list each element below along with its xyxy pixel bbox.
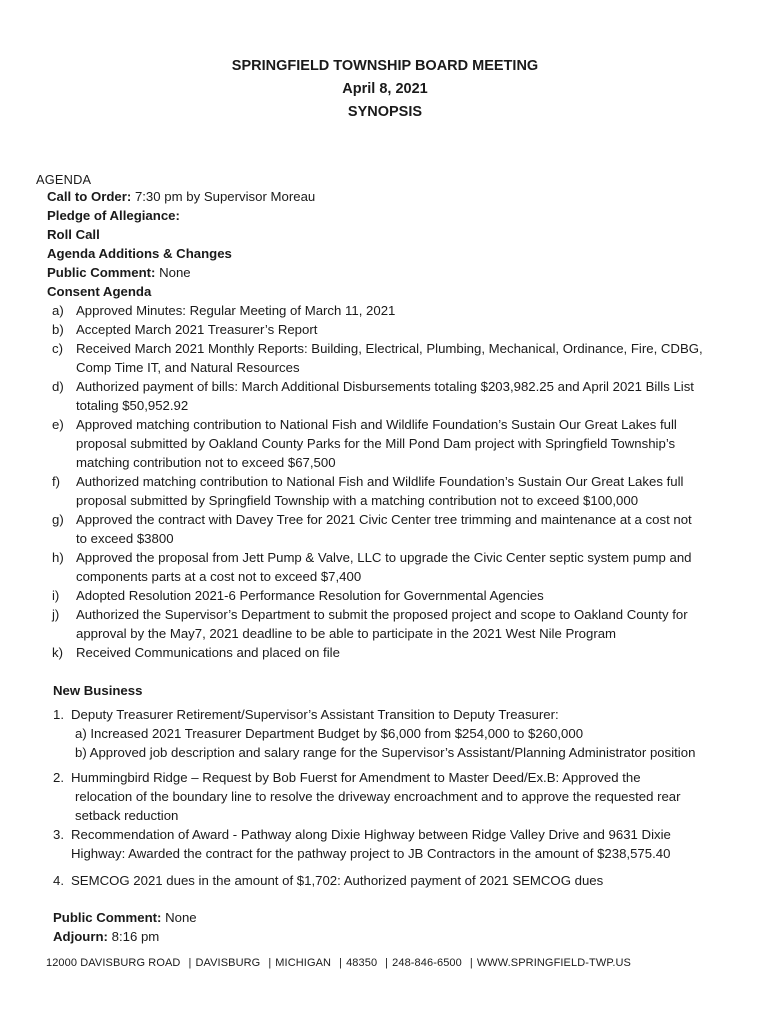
closing-public-comment-label: Public Comment: [53,910,162,925]
public-comment-label: Public Comment: [47,265,156,280]
item-text: Approved the proposal from Jett Pump & Valve, LLC to upgrade the Civic Center septic system pump and [76,550,692,565]
item-letter: h) [52,550,64,565]
new-business-item-3-cont: Highway: Awarded the contract for the pathway project to JB Contractors in the amount of $238,575.40 [71,846,671,861]
new-business-item-2-cont: relocation of the boundary line to resolve the driveway encroachment and to approve the requested rear [75,789,681,804]
item-number: 3. [53,827,64,842]
consent-item-j-cont: approval by the May7, 2021 deadline to be able to participate in the 2021 West Nile Program [76,626,617,641]
consent-item-h-cont: components parts at a cost not to exceed $7,400 [76,569,362,584]
consent-item-k [52,645,340,660]
consent-agenda-heading: Consent Agenda [47,284,152,299]
footer-city: DAVISBURG [195,957,261,969]
new-business-item-3 [53,827,671,842]
consent-item-d [52,379,694,394]
item-letter: a) [52,303,64,318]
consent-item-e-cont2: matching contribution not to exceed $67,500 [76,455,336,470]
consent-item-j [52,607,688,622]
item-number: 2. [53,770,64,785]
item-text: Authorized matching contribution to National Fish and Wildlife Foundation’s Sustain Our Great Lakes full [76,474,684,489]
footer-separator: | [469,957,473,969]
new-business-item-2-cont2: setback reduction [75,808,179,823]
item-letter: c) [52,341,63,356]
item-letter: e) [52,417,64,432]
item-text: Hummingbird Ridge – Request by Bob Fuerst for Amendment to Master Deed/Ex.B: Approved the [71,770,641,785]
pledge-of-allegiance: Pledge of Allegiance: [47,208,180,223]
item-letter: i) [52,588,60,603]
item-letter: k) [52,645,63,660]
consent-item-f-cont: proposal submitted by Springfield Township with a matching contribution not to exceed $100,000 [76,493,639,508]
item-letter: b) [52,322,64,337]
item-number: 1. [53,707,64,722]
footer-contact [46,957,635,969]
document-title: SPRINGFIELD TOWNSHIP BOARD MEETING [231,58,539,74]
agenda-heading: AGENDA [36,172,92,187]
call-to-order [47,189,315,204]
item-number: 4. [53,873,64,888]
item-text: Approved the contract with Davey Tree for 2021 Civic Center tree trimming and maintenance at a cost not [76,512,692,527]
consent-item-c [52,341,703,356]
new-business-heading: New Business [53,683,143,698]
agenda-additions: Agenda Additions & Changes [47,246,232,261]
footer-separator: | [385,957,389,969]
adjourn-label: Adjourn: [53,929,108,944]
call-to-order-label: Call to Order: [47,189,132,204]
consent-item-g-cont: to exceed $3800 [76,531,174,546]
call-to-order-value: 7:30 pm by Supervisor Moreau [134,189,316,204]
new-business-item-1-a: a) Increased 2021 Treasurer Department Budget by $6,000 from $254,000 to $260,000 [75,726,584,741]
adjourn-value: 8:16 pm [111,929,160,944]
public-comment-value: None [159,265,191,280]
item-letter: f) [52,474,61,489]
new-business-item-1 [53,707,559,722]
item-text: Approved matching contribution to National Fish and Wildlife Foundation’s Sustain Our Great Lakes full [76,417,677,432]
consent-item-g [52,512,692,527]
consent-item-h [52,550,692,565]
new-business-item-2 [53,770,641,785]
new-business-item-1-b: b) Approved job description and salary range for the Supervisor’s Assistant/Planning Administrator position [75,745,696,760]
consent-item-e [52,417,677,432]
footer-state: MICHIGAN [275,957,332,969]
item-text: SEMCOG 2021 dues in the amount of $1,702: Authorized payment of 2021 SEMCOG dues [71,873,604,888]
item-letter: g) [52,512,64,527]
consent-item-d-cont: totaling $50,952.92 [76,398,189,413]
item-text: Received Communications and placed on file [76,645,340,660]
meeting-date: April 8, 2021 [342,81,428,97]
footer-separator: | [188,957,192,969]
item-text: Recommendation of Award - Pathway along Dixie Highway between Ridge Valley Drive and 9631 Dixie [71,827,671,842]
footer-phone: 248-846-6500 [392,957,462,969]
closing-public-comment [53,910,197,925]
new-business-item-4 [53,873,603,888]
footer-website: WWW.SPRINGFIELD-TWP.US [476,957,631,969]
roll-call: Roll Call [47,227,100,242]
item-text: Approved Minutes: Regular Meeting of March 11, 2021 [76,303,396,318]
consent-item-e-cont: proposal submitted by Oakland County Parks for the Mill Pond Dam project with Springfield Township’s [76,436,676,451]
adjourn [53,929,159,944]
item-text: Authorized payment of bills: March Additional Disbursements totaling $203,982.25 and April 2021 Bills List [76,379,694,394]
consent-item-i [52,588,544,603]
consent-item-c-cont: Comp Time IT, and Natural Resources [76,360,300,375]
public-comment [47,265,191,280]
consent-item-a [52,303,395,318]
item-text: Adopted Resolution 2021-6 Performance Resolution for Governmental Agencies [76,588,544,603]
footer-separator: | [339,957,343,969]
footer-zip: 48350 [346,957,378,969]
document-subtitle: SYNOPSIS [347,104,423,120]
item-letter: j) [52,607,60,622]
item-letter: d) [52,379,64,394]
item-text: Received March 2021 Monthly Reports: Building, Electrical, Plumbing, Mechanical, Ordinance, Fire, CDBG, [76,341,703,356]
item-text: Authorized the Supervisor’s Department to submit the proposed project and scope to Oakland County for [76,607,688,622]
item-text: Deputy Treasurer Retirement/Supervisor’s Assistant Transition to Deputy Treasurer: [71,707,559,722]
footer-separator: | [268,957,272,969]
footer-address: 12000 DAVISBURG ROAD [46,957,181,969]
consent-item-f [52,474,683,489]
consent-item-b [52,322,317,337]
closing-public-comment-value: None [165,910,197,925]
item-text: Accepted March 2021 Treasurer’s Report [76,322,318,337]
